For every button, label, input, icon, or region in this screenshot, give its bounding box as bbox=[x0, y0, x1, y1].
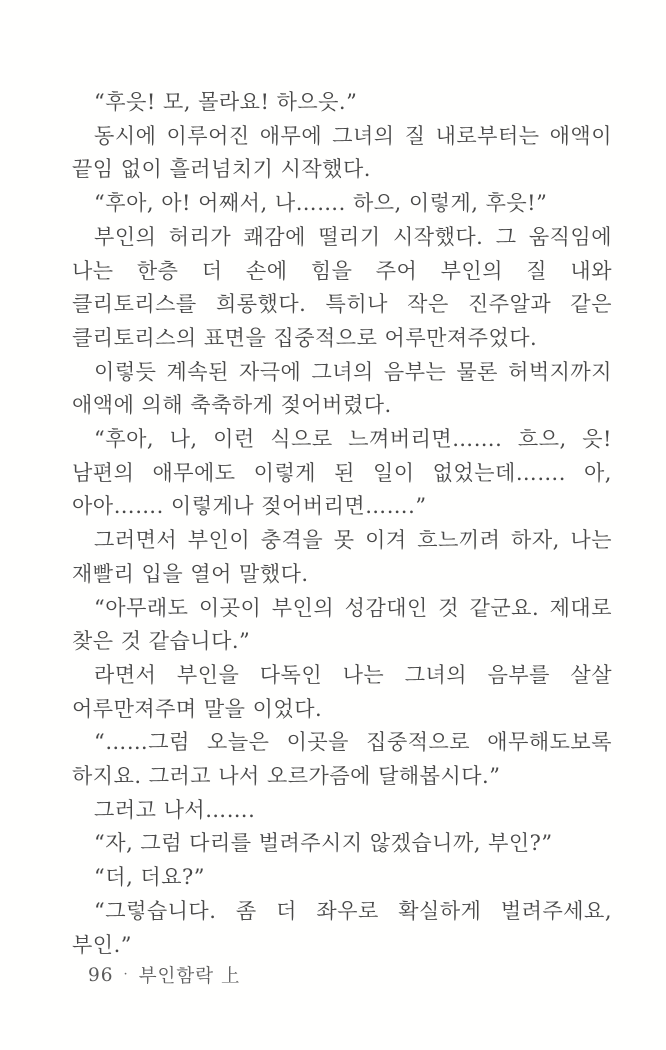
book-title: 부인함락 上 bbox=[138, 966, 241, 987]
page-number: 96 bbox=[88, 964, 114, 986]
footer-dot-separator-icon: · bbox=[123, 966, 129, 982]
paragraph: “후아, 아! 어째서, 나……. 하으, 이렇게, 후읏!” bbox=[94, 191, 548, 216]
paragraph: 그러고 나서……. bbox=[94, 797, 256, 822]
paragraph: 이렇듯 계속된 자극에 그녀의 음부는 물론 허벅지까지 애액에 의해 축축하게 젖어버렸다. bbox=[72, 359, 612, 418]
paragraph: “후읏! 모, 몰라요! 하으읏.” bbox=[94, 90, 358, 114]
paragraph: 라면서 부인을 다독인 나는 그녀의 음부를 살살 어루만져주며 말을 이었다. bbox=[72, 662, 612, 721]
paragraph: “아무래도 이곳이 부인의 성감대인 것 같군요. 제대로 찾은 것 같습니다.” bbox=[72, 595, 612, 654]
paragraph: 부인의 허리가 쾌감에 떨리기 시작했다. 그 움직임에 나는 한층 더 손에 힘을 주어 부인의 질 내와 클리토리스를 희롱했다. 특히나 작은 진주알과 같은 클리토리스의 표면을 집중적으로 어루만져주었다. bbox=[72, 224, 612, 350]
paragraph: “그렇습니다. 좀 더 좌우로 확실하게 벌려주세요, 부인.” bbox=[72, 898, 612, 957]
page-footer bbox=[88, 962, 241, 988]
paragraph: “후아, 나, 이런 식으로 느껴버리면……. 흐으, 읏! 남편의 애무에도 이렇게 된 일이 없었는데……. 아, 아아……. 이렇게나 젖어버리면…….” bbox=[72, 427, 612, 519]
body-text bbox=[72, 86, 612, 962]
paragraph: “……그럼 오늘은 이곳을 집중적으로 애무해도보록 하지요. 그러고 나서 오르가즘에 달해봅시다.” bbox=[72, 730, 612, 789]
paragraph: 동시에 이루어진 애무에 그녀의 질 내로부터는 애액이 끝임 없이 흘러넘치기 시작했다. bbox=[72, 123, 612, 182]
paragraph: “더, 더요?” bbox=[94, 865, 205, 890]
paragraph: “자, 그럼 다리를 벌려주시지 않겠습니까, 부인?” bbox=[94, 831, 553, 856]
paragraph: 그러면서 부인이 충격을 못 이겨 흐느끼려 하자, 나는 재빨리 입을 열어 말했다. bbox=[72, 528, 612, 586]
